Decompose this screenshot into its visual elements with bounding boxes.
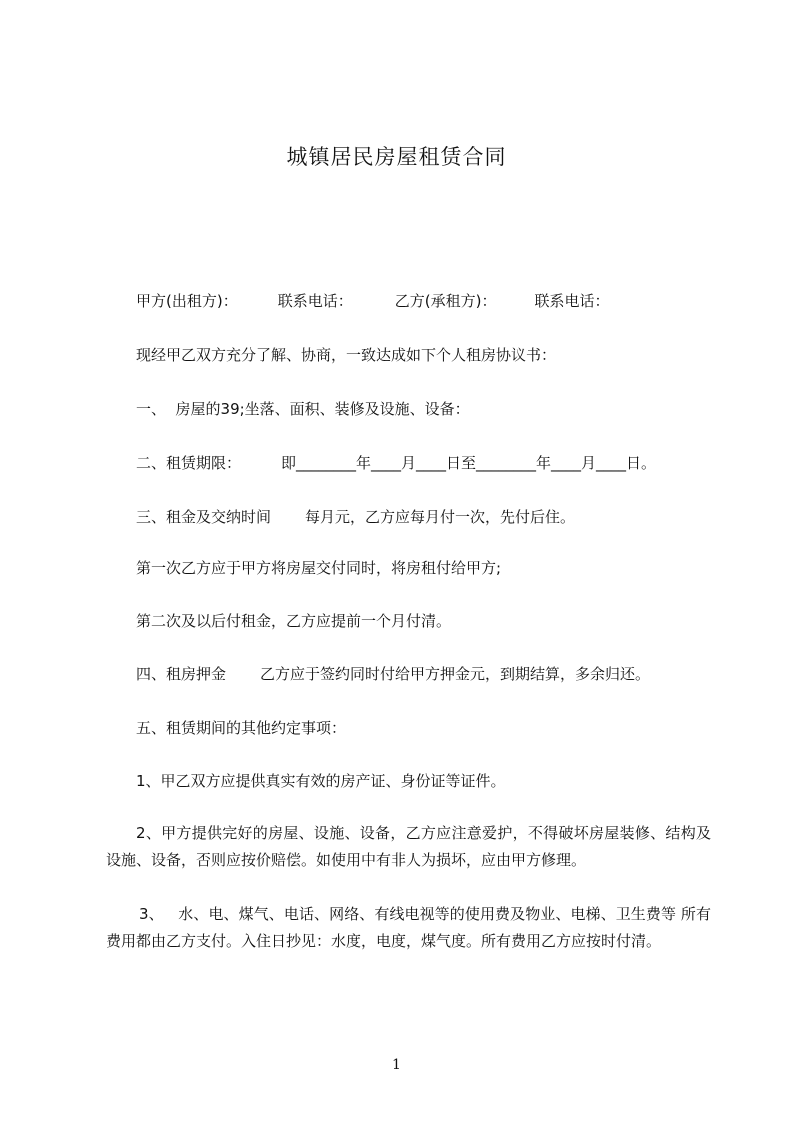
clause-4-value: 乙方应于签约同时付给甲方押金元，到期结算，多余归还。 — [260, 665, 651, 683]
intro-text: 现经甲乙双方充分了解、协商，一致达成如下个人租房协议书： — [136, 346, 557, 364]
clause-4-label: 四、租房押金 — [136, 665, 227, 683]
clause-4 — [136, 663, 650, 685]
document-title: 城镇居民房屋租赁合同 — [286, 145, 507, 169]
clause-3-label: 三、租金及交纳时间 — [136, 508, 272, 526]
clause-5: 五、租赁期间的其他约定事项： — [136, 719, 347, 737]
item-2: 2、甲方提供完好的房屋、设施、设备，乙方应注意爱护，不得破坏房屋装修、结构及设施、设备，否则应按价赔偿。如使用中有非人为损坏，应由甲方修理。 — [106, 824, 711, 869]
payment-first-text: 第一次乙方应于甲方将房屋交付同时，将房租付给甲方; — [136, 559, 502, 577]
page-number: 1 — [392, 1057, 401, 1073]
party-b-label: 乙方(承租方)： — [394, 292, 497, 310]
party-b-phone-label: 联系电话： — [534, 292, 610, 310]
clause-2 — [136, 452, 656, 474]
item-1: 1、甲乙双方应提供真实有效的房产证、身份证等证件。 — [136, 772, 506, 790]
clause-3 — [136, 506, 575, 528]
clause-2-label: 二、租赁期限： — [136, 454, 242, 472]
party-a-phone-label: 联系电话： — [277, 292, 353, 310]
item-3: 3、 水、电、煤气、电话、网络、有线电视等的使用费及物业、电梯、卫生费等 所有费用都由乙方支付。入住日抄见：水度，电度，煤气度。所有费用乙方应按时付清。 — [106, 905, 711, 950]
clause-3-value: 每月元，乙方应每月付一次，先付后住。 — [305, 508, 576, 526]
parties-line — [136, 290, 609, 312]
clause-2-value: 即________年____月____日至________年____月____日。 — [281, 454, 657, 472]
party-a-label: 甲方(出租方)： — [136, 292, 238, 310]
payment-later-text: 第二次及以后付租金，乙方应提前一个月付清。 — [136, 612, 452, 630]
clause-1: 一、 房屋的39;坐落、面积、装修及设施、设备： — [136, 400, 470, 418]
